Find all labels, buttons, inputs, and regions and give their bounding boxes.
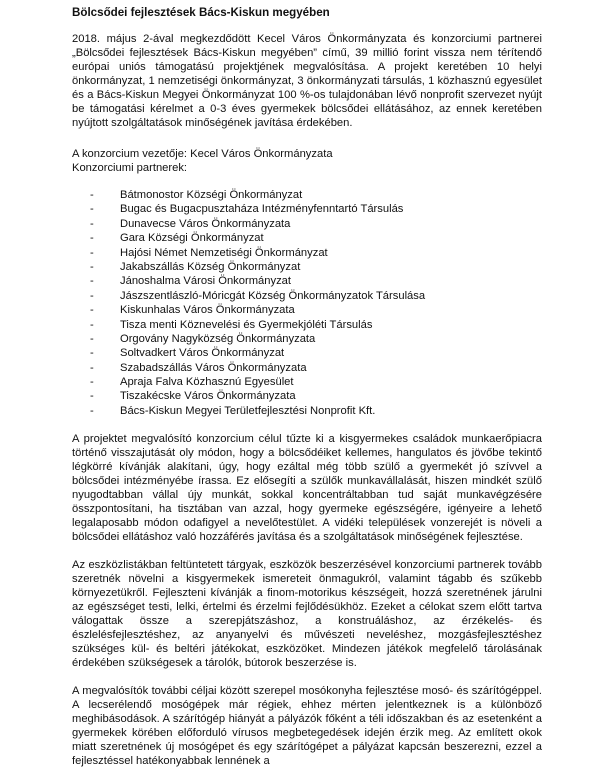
list-item	[72, 260, 542, 274]
bullet-dash: -	[90, 304, 94, 317]
bullet-dash: -	[90, 289, 94, 302]
partner-name: Gara Községi Önkormányzat	[120, 232, 264, 245]
bullet-dash: -	[90, 275, 94, 288]
list-item	[72, 389, 542, 403]
equipment-paragraph: Az eszközlistákban feltüntetett tárgyak, eszközök beszerzésével konzorciumi partnerek tovább szeretnék növelni a kisgyermekek ismereteit önmagukról, valamint tágabb és szűkebb környezetükről. Fejleszteni kívánják a finom-motorikus készségeit, hozzá szeretnének járulni az egészséget testi, lelki, értelmi és érzelmi fejlődésükhöz. Ezeket a célokat szem előtt tartva válogattak össze a szerepjátszáshoz, a konstruáláshoz, az érzékelés- és észlelésfejlesztéshez, az anyanyelvi és művészeti neveléshez, mozgásfejlesztéshez szükséges kül- és beltéri játékokat, eszközöket. Mindezen játékok megfelelő tárolásának érdekében szükségesek a tárolók, bútorok beszerzése is.	[72, 559, 542, 670]
bullet-dash: -	[90, 318, 94, 331]
laundry-paragraph: A megvalósítók további céljai között szerepel mosókonyha fejlesztése mosó- és szárítógéppel. A lecserélendő mosógépek már régiek, ehhez mérten jelentkeznek is a különböző meghibásodások. A szárítógép hiányát a pályázók főként a téli időszakban és az esetenként a gyermekek körében előforduló vírusos megbetegedések idején érzik meg. Az említett okok miatt szeretnének új mosógépet és egy szárítógépet a pályázat kapcsán beszerezni, ezzel a fejlesztéssel hatékonyabbak lennének a	[72, 685, 542, 768]
list-item	[72, 332, 542, 346]
list-item	[72, 217, 542, 231]
list-item	[72, 346, 542, 360]
document-title: Bölcsődei fejlesztések Bács-Kiskun megyében	[72, 6, 330, 19]
list-item	[72, 188, 542, 202]
bullet-dash: -	[90, 260, 94, 273]
intro-paragraph: 2018. május 2-ával megkezdődött Kecel Város Önkormányzata és konzorciumi partnerei „Bölcsődei fejlesztések Bács-Kiskun megyében” című, 39 millió forint vissza nem térítendő európai uniós támogatású projektjének megvalósítása. A projekt keretében 10 helyi önkormányzat, 1 nemzetiségi önkormányzat, 3 önkormányzati társulás, 1 közhasznú egyesület és a Bács-Kiskun Megyei Önkormányzat 100 %-os tulajdonában lévő nonprofit szervezet nyújt be támogatási kérelmet a 0-3 éves gyermekek bölcsődei ellátásához, az ennek keretében nyújtott szolgáltatások minőségének javítása érdekében.	[72, 33, 542, 129]
bullet-dash: -	[90, 332, 94, 345]
partner-name: Kiskunhalas Város Önkormányzata	[120, 304, 295, 317]
bullet-dash: -	[90, 404, 94, 417]
document-page	[72, 6, 542, 768]
list-item	[72, 318, 542, 332]
partner-name: Bátmonostor Községi Önkormányzat	[120, 189, 303, 201]
list-item	[72, 361, 542, 375]
list-item	[72, 404, 542, 418]
partner-name: Szabadszállás Város Önkormányzata	[120, 361, 307, 374]
bullet-dash: -	[90, 232, 94, 245]
bullet-dash: -	[90, 189, 94, 201]
bullet-dash: -	[90, 376, 94, 389]
list-item	[72, 202, 542, 216]
list-item	[72, 274, 542, 288]
list-item	[72, 289, 542, 303]
bullet-dash: -	[90, 347, 94, 360]
partner-name: Tisza menti Köznevelési és Gyermekjóléti Társulás	[120, 318, 373, 331]
goals-paragraph: A projektet megvalósító konzorcium célul tűzte ki a kisgyermekes családok munkaerőpiacra történő visszajutását oly módon, hogy a bölcsődéiket kellemes, hangulatos és jövőbe tekintő légkörré kívánják alakítani, úgy, hogy ezáltal még több szülő a gyermekét jó szívvel a bölcsődei intézményébe írassa. Ez elősegíti a szülők munkavállalását, hiszen mindkét szülő nyugodtabban vállal újy munkát, sokkal koncentráltabban tud saját munkavégzésére összpontosítani, ha tisztában van azzal, hogy gyermeke egészségére, igényeire a lehető legalaposabb módon odafigyel a nevelőtestület. A vidéki települések vonzerejét is növeli a bölcsődei ellátáshoz való hozzáférés javítása és a szolgáltatások minőségének fejlesztése.	[72, 433, 542, 544]
partner-name: Hajósi Német Nemzetiségi Önkormányzat	[120, 246, 328, 259]
consortium-leader-line: A konzorcium vezetője: Kecel Város Önkormányzata	[72, 148, 333, 160]
bullet-dash: -	[90, 390, 94, 403]
partner-list	[72, 188, 542, 418]
bullet-dash: -	[90, 217, 94, 230]
partner-name: Jánoshalma Városi Önkormányzat	[120, 275, 291, 288]
partner-name: Dunavecse Város Önkormányzata	[120, 217, 291, 230]
partner-name: Jakabszállás Község Önkormányzat	[120, 260, 301, 273]
partner-name: Apraja Falva Közhasznú Egyesület	[120, 376, 294, 389]
partner-name: Orgovány Nagyközség Önkormányzata	[120, 332, 316, 345]
partner-name: Tiszakécske Város Önkormányzata	[120, 390, 296, 403]
bullet-dash: -	[90, 203, 94, 216]
bullet-dash: -	[90, 361, 94, 374]
list-item	[72, 246, 542, 260]
partner-name: Bács-Kiskun Megyei Területfejlesztési Nonprofit Kft.	[120, 404, 376, 417]
list-item	[72, 375, 542, 389]
partner-name: Bugac és Bugacpusztaháza Intézményfenntartó Társulás	[120, 203, 404, 216]
bullet-dash: -	[90, 246, 94, 259]
list-item	[72, 231, 542, 245]
partner-name: Soltvadkert Város Önkormányzat	[120, 347, 285, 360]
partner-name: Jászszentlászló-Móricgát Község Önkormányzatok Társulása	[120, 289, 426, 302]
list-item	[72, 303, 542, 317]
partners-label: Konzorciumi partnerek:	[72, 162, 188, 174]
